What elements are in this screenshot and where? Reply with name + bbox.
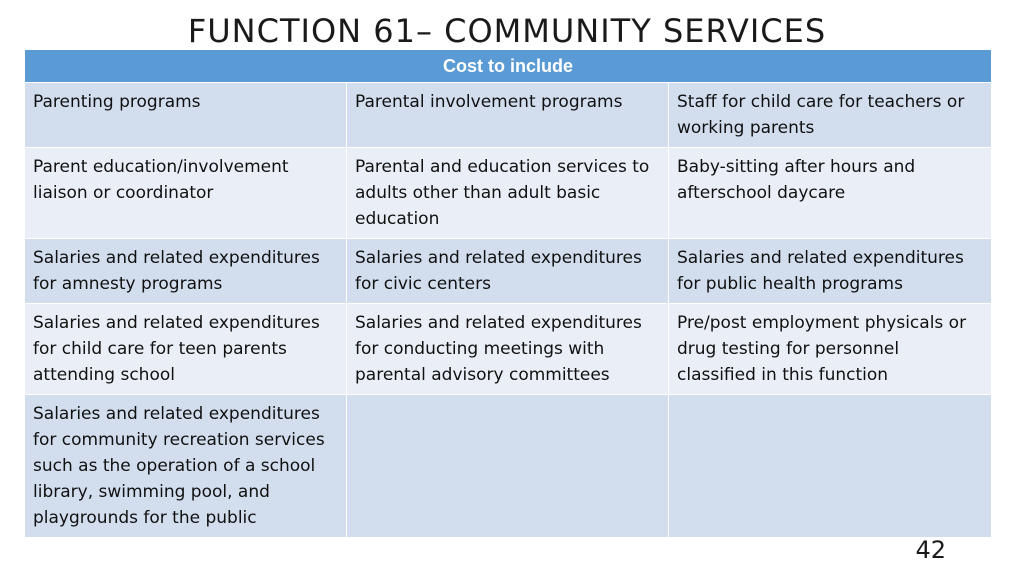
table-cell: Staff for child care for teachers or working parents (669, 83, 992, 148)
table-cell: Salaries and related expenditures for civic centers (347, 239, 669, 304)
table-row (25, 395, 992, 538)
table-row (25, 304, 992, 395)
table-cell: Salaries and related expenditures for child care for teen parents attending school (25, 304, 347, 395)
table-cell: Salaries and related expenditures for community recreation services such as the operation of a school library, swimming pool, and playgrounds for the public (25, 395, 347, 538)
table-cell: Baby-sitting after hours and afterschool daycare (669, 148, 992, 239)
slide-title: FUNCTION 61– COMMUNITY SERVICES (187, 12, 827, 50)
table-row (25, 83, 992, 148)
table-cell: Parental and education services to adults other than adult basic education (347, 148, 669, 239)
table-row (25, 239, 992, 304)
table-cell: Parent education/involvement liaison or coordinator (25, 148, 347, 239)
table-cell: Salaries and related expenditures for amnesty programs (25, 239, 347, 304)
table-header: Cost to include (25, 50, 992, 83)
table-cell: Pre/post employment physicals or drug testing for personnel classified in this function (669, 304, 992, 395)
cost-table (24, 49, 992, 538)
table-cell (347, 395, 669, 538)
table-cell: Salaries and related expenditures for public health programs (669, 239, 992, 304)
table-cell (669, 395, 992, 538)
table-cell: Salaries and related expenditures for conducting meetings with parental advisory committees (347, 304, 669, 395)
table-cell: Parental involvement programs (347, 83, 669, 148)
table-header-row (25, 50, 992, 83)
table-cell: Parenting programs (25, 83, 347, 148)
page-number: 42 (915, 536, 946, 564)
table-row (25, 148, 992, 239)
